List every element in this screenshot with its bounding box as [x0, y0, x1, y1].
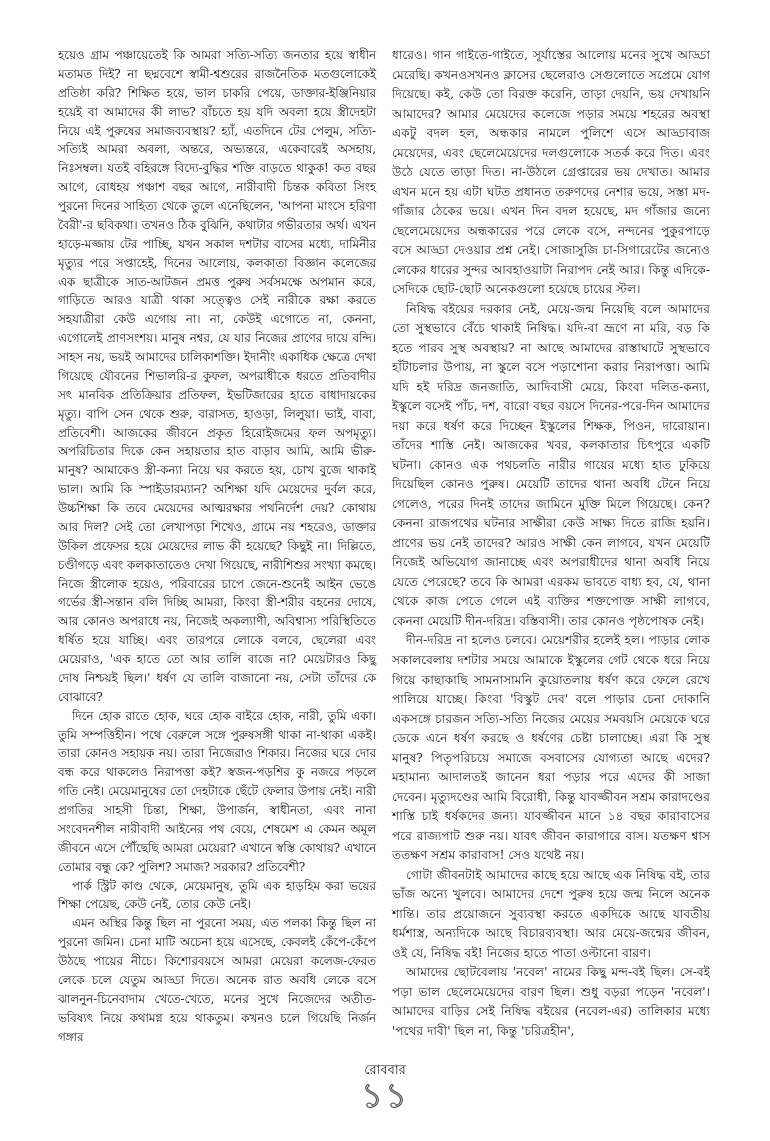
- paragraph: হয়েও গ্রাম পঞ্চায়েতেই কি আমরা সত্যি-সত্যি জনতার হয়ে স্বাধীন মতামত দিই? না ছদ্মবেশে স্বামী-শ্বশুরের রাজনৈতিক মতগুলোকেই প্রতিষ্ঠা করি? শিক্ষিত হয়ে, ভাল চাকরি পেয়ে, ডাক্তার-ইঞ্জিনিয়ার হয়েই বা আমাদের কী লাভ? বাঁচতে হয় যদি অবলা হয়ে স্ত্রীদেহটা নিয়ে এই পুরুষের সমাজব্যবস্থায়? হ্যাঁ, এতদিনে টের পেলুম, সত্যি-সত্যিই আমরা অবলা, অন্তরে, অভ্যন্তরে, একেবারেই অসহায়, নিঃসম্বল। যতই বহিরঙ্গে বিদ্যে-বুদ্ধির শক্তি বাড়তে থাকুক! কত বছর আগে, বোধহয় পঞ্চাশ বছর আগে, নারীবাদী চিন্তক কবিতা সিংহ পুরনো দিনের সাহিত্য থেকে তুলে এনেছিলেন, 'আপনা মাংসে হরিণা বৈরী'-র ছবিকথা। তখনও ঠিক বুঝিনি, কথাটার গভীরতার অর্থ। এখন হাড়ে-মজ্জায় টের পাচ্ছি, যখন সকাল দশটার বাসের মধ্যে, দামিনীর মৃত্যুর পরে সপ্তাহেই, দিনের আলোয়, কলকাতা বিজ্ঞান কলেজের এক ছাত্রীকে সাত-আটজন প্রমত্ত পুরুষ সর্বসমক্ষে অপমান করে, গাড়িতে আরও যাত্রী থাকা সত্ত্বেও সেই নারীকে রক্ষা করতে সহযাত্রীরা কেউ এগোয় না। না, কেউই এগোতে না, কেননা, এগোলেই প্রাণসংশয়। মানুষ নশ্বর, যে যার নিজের প্রাণের দায়ে বন্দি। সাহস নয়, ভয়ই আমাদের চালিকাশক্তি। ইদানীং একাধিক ক্ষেত্রে দেখা গিয়েছে যৌবনের শিভালরি-র কুফল, অপরাধীকে ধরতে প্রতিবাদীর সৎ মানবিক প্রতিক্রিয়ার প্রতিফল, ইভটিজারের হাতে বাধাদায়কের মৃত্যু। বাপি সেন থেকে শুরু, বারাসত, হাওড়া, লিলুয়া। ভাই, বাবা, প্রতিবেশী। আজকের জীবনে প্রকৃত হিরোইজমের ফল অপমৃত্যু। অপরিচিতার দিকে কেন সহায়তার হাত বাড়াব আমি, আমি ভীরু-মানুষ? আমাকেও স্ত্রী-কন্যা নিয়ে ঘর করতে হয়, চোখ বুজে থাকাই ভাল। আমি কি স্পাইডারম্যান? অশিক্ষা যদি মেয়েদের দুর্বল করে, উচ্চশিক্ষা কি তবে মেয়েদের আত্মরক্ষার পথনির্দেশ দেয়? কোথায় আর দিল? সেই তো লেখাপড়া শিখেও, গ্রামে নয় শহরেও, ডাক্তার উকিল প্রফেসর হয়ে মেয়েদের লাভ কী হয়েছে? কিছুই না। দিল্লিতে, চণ্ডীগড়ে এবং কলকাতাতেও দেখা গিয়েছে, নারীশিশুর সংখ্যা কমছে। নিজে স্ত্রীলোক হয়েও, পরিবারের চাপে জেনে-শুনেই আইন ভেঙে গর্ভের স্ত্রী-সন্তান বলি দিচ্ছি আমরা, কিংবা স্ত্রী-শরীর বহনের দোষে, আর কোনও অপরাধে নয়, নিজেই অকল্যাণী, অবিশ্বাস্য পরিস্থিতিতে ধর্ষিত হয়ে যাচ্ছি। এবং তারপরে লোকে বলবে, ছেলেরা এবং মেয়েরাও, 'এক হাতে তো আর তালি বাজে না? মেয়েটারও কিছু দোষ নিশ্চয়ই ছিল।' ধর্ষণ যে তালি বাজানো নয়, সেটা তাঁদের কে বোঝাবে?: [58, 48, 376, 704]
- paragraph: নিষিদ্ধ বইয়ের দরকার নেই, মেয়ে-জন্ম নিয়েছি বলে আমাদের তো সুস্থভাবে বেঁচে থাকাই নিষিদ্ধ। যদি-বা ভ্রূণে না মরি, বড় কি হতে পারব সুস্থ অবস্থায়? না আছে আমাদের রাস্তাঘাটে সুস্থভাবে হাঁটাচলার উপায়, না স্কুলে বসে পড়াশোনা করার নিরাপত্তা। আমি যদি হই দরিদ্র জনজাতি, আদিবাসী মেয়ে, কিংবা দলিত-কন্যা, ইস্কুলে বসেই পাঁচ, দশ, বারো বছর বয়সে দিনের-পরে-দিন আমাদের দয়া করে ধর্ষণ করে দিচ্ছেন ইস্কুলের শিক্ষক, পিওন, দারোয়ান। তাঁদের শাস্তি নেই। আজকের খবর, কলকাতার চিৎপুরে একটি ঘটনা। কোনও এক পথচলতি নারীর গায়ের মধ্যে হাত ঢুকিয়ে দিয়েছিল কোনও পুরুষ। মেয়েটি তাদের থানা অবধি টেনে নিয়ে গেলেও, পরের দিনই তাদের জামিনে মুক্তি মিলে গিয়েছে। কেন? কেননা রাজপথের ঘটনার সাক্ষীরা কেউ সাক্ষ্য দিতে রাজি হয়নি। প্রাণের ভয় নেই তাদের? আরও সাক্ষী কেন লাগবে, যখন মেয়েটি নিজেই অভিযোগ জানাচ্ছে এবং অপরাধীদের থানা অবধি নিয়ে যেতে পেরেছে? তবে কি আমরা এরকম ভাবতে বাধ্য হব, যে, থানা থেকে কাজ পেতে গেলে এই ব্যক্তির শক্তপোক্ত সাক্ষী লাগবে, কেননা মেয়েটি দীন-দরিদ্র। বস্তিবাসী। তার কোনও পৃষ্ঠপোষক নেই।: [392, 301, 710, 628]
- paragraph: এমন অস্থির কিন্তু ছিল না পুরনো সময়, এত পলকা কিন্তু ছিল না পুরনো জমিন। চেনা মাটি অচেনা হয়ে এসেছে, কেবলই কেঁপে-কেঁপে উঠছে পায়ের নীচে। কিশোরবয়সে আমরা মেয়েরা কলেজ-ফেরত লেকে চলে যেতুম আড্ডা দিতে। অনেক রাত অবধি লেকে বসে ঝালনুন-চিনেবাদাম খেতে-খেতে, মনের সুখে নিজেদের অতীত-ভবিষ্যৎ নিয়ে কথামগ্ন হয়ে থাকতুম। কখনও চলে গিয়েছি নির্জন গঙ্গার: [58, 916, 376, 1044]
- paragraph: আমাদের ছোটবেলায় 'নবেল' নামের কিছু মন্দ-বই ছিল। সে-বই পড়া ভাল ছেলেমেয়েদের বারণ ছিল। শুধু বড়রা পড়েন 'নবেল'। আমাদের বাড়ির সেই নিষিদ্ধ বইয়ের (নবেল-এর) তালিকার মধ্যে 'পথের দাবী' ছিল না, কিন্তু 'চরিত্রহীন',: [392, 965, 710, 1038]
- page-number: ১১: [360, 1076, 410, 1116]
- paragraph: পার্ক স্ট্রিট কাণ্ড থেকে, মেয়েমানুষ, তুমি এক হাড়হিম করা ভয়ের শিক্ষা পেয়েছ, কেউ নেই, তোর কেউ নেই।: [58, 878, 376, 912]
- paragraph: দিনে হোক রাতে হোক, ঘরে হোক বাইরে হোক, নারী, তুমি একা। তুমি সম্পত্তিহীন। পথে বেরুলে সঙ্গে পুরুষসঙ্গী থাকা না-থাকা একই। তারা কোনও সহায়ক নয়। তারা নিজেরাও শিকার। নিজের ঘরে দোর বন্ধ করে থাকলেও নিরাপত্তা কই? স্বজন-পড়শির কু নজরে পড়লে গতি নেই। মেয়েমানুষের তো দেহটাকে ছেঁটে ফেলার উপায় নেই। নারী প্রগতির সাহসী চিন্তা, শিক্ষা, উপার্জন, স্বাধীনতা, এবং নানা সংবেদনশীল নারীবাদী আইনের পথ বেয়ে, শেষমেশ এ কেমন অমূল জীবনে এসে পৌঁছেছি আমরা মেয়েরা? এখানে স্বস্তি কোথায়? এখানে তোমার বন্ধু কে? পুলিশ? সমাজ? সরকার? প্রতিবেশী?: [58, 708, 376, 874]
- paragraph: গোটা জীবনটাই আমাদের কাছে হয়ে আছে এক নিষিদ্ধ বই, তার ভাঁজ অন্যে খুলবে। আমাদের দেশে পুরুষ হয়ে জন্ম নিলে অনেক শান্তি। তার প্রয়োজনে সুব্যবস্থা করতে একদিকে আছে যাবতীয় ধর্মশাস্ত্র, অন্যদিকে আছে বিচারব্যবস্থা। আর মেয়ে-জন্মের জীবন, ওই যে, নিষিদ্ধ বই! নিজের হাতে পাতা ওল্টানো বারণ।: [392, 867, 710, 960]
- paragraph: দীন-দরিদ্র না হলেও চলবে। মেয়েশরীর হলেই হল। পাড়ার লোক সকালবেলায় দশটার সময়ে আমাকে ইস্কুলের গেট থেকে ধরে নিয়ে গিয়ে কাছাকাছি সামনাসামনি কুয়োতলায় ধর্ষণ করে ফেলে রেখে পালিয়ে যাচ্ছে। কিংবা 'বিস্কুট দেব' বলে পাড়ার চেনা দোকানি একসঙ্গে চারজন সত্যি-সত্যি নিজের মেয়ের সমবয়সি মেয়েকে ঘরে ডেকে এনে ধর্ষণ করছে ও ধর্ষণের চেষ্টা চালাচ্ছে। এরা কি সুস্থ মানুষ? পিতৃপরিচয়ে সমাজে বসবাসের যোগ্যতা আছে এদের? মহামান্য আদালতই জানেন ধরা পড়ার পরে এদের কী সাজা দেবেন। মৃত্যুদণ্ডের আমি বিরোধী, কিন্তু যাবজ্জীবন সশ্রম কারাদণ্ডের শাস্তি চাই ধর্ষকদের জন্য। যাবজ্জীবন মানে ১৪ বছর কারাবাসের পরে রাজ্যপাট শুরু নয়। যাবৎ জীবন কারাগারে বাস। যতক্ষণ শ্বাস ততক্ষণ সশ্রম কারাবাস! সেও যথেষ্ট নয়।: [392, 633, 710, 863]
- publication-name: রোববার: [364, 1063, 406, 1078]
- paragraph: ধারেও। গান গাইতে-গাইতে, সূর্যাস্তের আলোয় মনের সুখে আড্ডা মেরেছি। কখনওসখনও ক্লাসের ছেলেরাও সেগুলোতে সপ্রেমে যোগ দিয়েছে। কই, কেউ তো বিরক্ত করেনি, তাড়া দেয়নি, ভয় দেখায়নি আমাদের? আমার মেয়েদের কলেজে পড়ার সময়ে শহরের অবস্থা একটু বদল হল, অন্ধকার নামলে পুলিশে এসে আড্ডাবাজ মেয়েদের, এবং ছেলেমেয়েদের দলগুলোকে সতর্ক করে দিত। এবং উঠে যেতে তাড়া দিত। না-উঠলে গ্রেপ্তারের ভয় দেখাত। আমার এখন মনে হয় এটা ঘটত প্রধানত তরুণদের নেশার ভয়ে, সস্তা মদ-গাঁজার ঠেকের ভয়ে। এখন দিন বদল হয়েছে, মদ গাঁজার জন্যে ছেলেমেয়েদের অন্ধকারের পরে লেকে বসে, নন্দনের পুকুরপাড়ে বসে আড্ডা দেওয়ার প্রশ্ন নেই। সোজাসুজি চা-সিগারেটের জন্যেও লেকের ধারের সুন্দর আবহাওয়াটা নিরাপদ নেই আর। কিন্তু এদিকে-সেদিকে ছোট-ছোট অনেকগুলো হয়েছে চায়ের স্টল।: [392, 48, 710, 297]
- article-column-left: [58, 46, 376, 1046]
- article-column-right: [392, 46, 710, 1041]
